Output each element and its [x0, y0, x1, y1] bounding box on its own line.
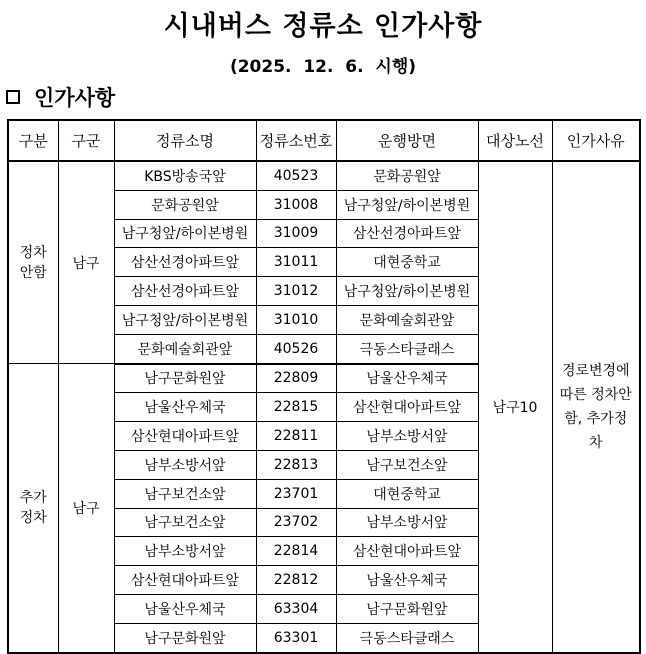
stop-number-cell: 40526 [256, 334, 336, 363]
stop-number-cell: 23702 [256, 508, 336, 537]
direction-cell: 대현중학교 [336, 479, 478, 508]
header-reason: 인가사유 [552, 120, 640, 161]
stop-number-cell: 23701 [256, 479, 336, 508]
header-category: 구분 [8, 120, 58, 161]
stop-name-cell: 남울산우체국 [114, 594, 256, 623]
stop-number-cell: 31012 [256, 277, 336, 306]
stop-name-cell: KBS방송국앞 [114, 161, 256, 190]
stop-approval-table [7, 119, 641, 654]
direction-cell: 대현중학교 [336, 248, 478, 277]
stop-name-cell: 남구문화원앞 [114, 364, 256, 393]
direction-cell: 남부소방서앞 [336, 508, 478, 537]
stop-number-cell: 31010 [256, 305, 336, 334]
direction-cell: 극동스타클래스 [336, 623, 478, 652]
page-title: 시내버스 정류소 인가사항 [163, 11, 483, 42]
stop-name-cell: 문화공원앞 [114, 190, 256, 219]
stop-number-cell: 22809 [256, 364, 336, 393]
stop-number-cell: 22812 [256, 566, 336, 595]
direction-cell: 삼산현대아파트앞 [336, 537, 478, 566]
header-stop-name: 정류소명 [114, 120, 256, 161]
stop-number-cell: 63304 [256, 594, 336, 623]
header-route: 대상노선 [478, 120, 552, 161]
stop-number-cell: 31009 [256, 219, 336, 248]
direction-cell: 삼산현대아파트앞 [336, 393, 478, 422]
stop-name-cell: 삼산선경아파트앞 [114, 277, 256, 306]
category-cell: 추가 정차 [8, 364, 58, 653]
checkbox-square-icon [6, 90, 20, 104]
direction-cell: 남구청앞/하이본병원 [336, 277, 478, 306]
stop-number-cell: 22813 [256, 450, 336, 479]
table-row [8, 161, 640, 190]
direction-cell: 남울산우체국 [336, 364, 478, 393]
direction-cell: 남울산우체국 [336, 566, 478, 595]
stop-number-cell: 40523 [256, 161, 336, 190]
district-cell: 남구 [58, 364, 114, 653]
stop-number-cell: 63301 [256, 623, 336, 652]
section-heading [6, 82, 115, 112]
stop-name-cell: 문화예술회관앞 [114, 334, 256, 363]
reason-cell: 경로변경에 따른 정차안함, 추가정차 [552, 161, 640, 653]
stop-number-cell: 22815 [256, 393, 336, 422]
stop-name-cell: 삼산현대아파트앞 [114, 566, 256, 595]
direction-cell: 남구문화원앞 [336, 594, 478, 623]
stop-name-cell: 남울산우체국 [114, 393, 256, 422]
header-district: 구군 [58, 120, 114, 161]
table-header-row [8, 120, 640, 161]
header-stop-number: 정류소번호 [256, 120, 336, 161]
stop-name-cell: 남구문화원앞 [114, 623, 256, 652]
stop-name-cell: 삼산현대아파트앞 [114, 422, 256, 451]
stop-name-cell: 남구보건소앞 [114, 479, 256, 508]
section-heading-label: 인가사항 [34, 86, 116, 110]
stop-name-cell: 남구청앞/하이본병원 [114, 219, 256, 248]
header-direction: 운행방면 [336, 120, 478, 161]
direction-cell: 문화공원앞 [336, 161, 478, 190]
district-cell: 남구 [58, 161, 114, 364]
stop-name-cell: 남구청앞/하이본병원 [114, 305, 256, 334]
stop-number-cell: 31008 [256, 190, 336, 219]
stop-name-cell: 남부소방서앞 [114, 537, 256, 566]
stop-number-cell: 31011 [256, 248, 336, 277]
direction-cell: 남부소방서앞 [336, 422, 478, 451]
route-cell: 남구10 [478, 161, 552, 653]
category-cell: 정차 안함 [8, 161, 58, 364]
effective-date: (2025. 12. 6. 시행) [229, 57, 417, 77]
direction-cell: 남구청앞/하이본병원 [336, 190, 478, 219]
direction-cell: 문화예술회관앞 [336, 305, 478, 334]
stop-number-cell: 22814 [256, 537, 336, 566]
direction-cell: 삼산선경아파트앞 [336, 219, 478, 248]
direction-cell: 극동스타클래스 [336, 334, 478, 363]
table-body [8, 161, 640, 653]
direction-cell: 남구보건소앞 [336, 450, 478, 479]
stop-name-cell: 남구보건소앞 [114, 508, 256, 537]
stop-name-cell: 남부소방서앞 [114, 450, 256, 479]
stop-name-cell: 삼산선경아파트앞 [114, 248, 256, 277]
stop-number-cell: 22811 [256, 422, 336, 451]
